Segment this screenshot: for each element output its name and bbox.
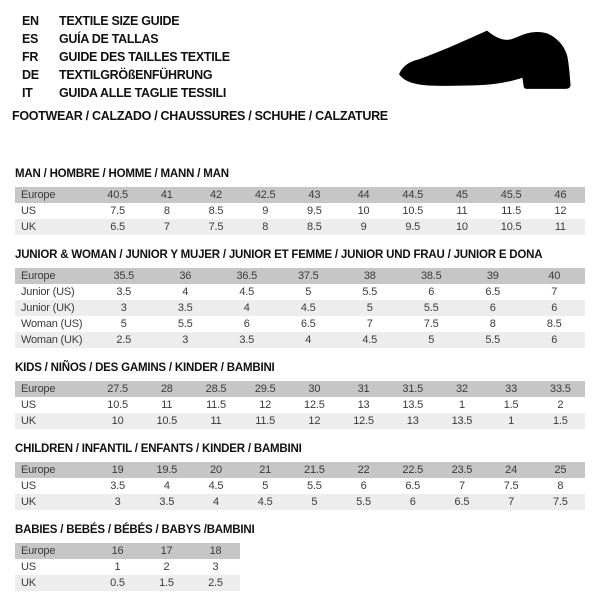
- size-cell: 6: [388, 494, 437, 510]
- row-label: Woman (UK): [15, 332, 93, 348]
- size-cell: 28: [142, 381, 191, 397]
- row-label: Europe: [15, 543, 93, 559]
- size-cell: 1: [437, 397, 486, 413]
- size-cell: 43: [290, 187, 339, 203]
- size-cell: 10: [339, 203, 388, 219]
- table-row: [15, 203, 585, 219]
- size-cell: 40: [524, 268, 586, 284]
- row-label: Woman (US): [15, 316, 93, 332]
- shoe-icon: [398, 30, 572, 92]
- size-cell: 33.5: [536, 381, 585, 397]
- size-cell: 38: [339, 268, 401, 284]
- size-cell: 37.5: [278, 268, 340, 284]
- size-cell: 6: [462, 300, 524, 316]
- size-cell: 22: [339, 462, 388, 478]
- language-row: [22, 12, 600, 30]
- size-cell: 10.5: [388, 203, 437, 219]
- size-cell: 4: [216, 300, 278, 316]
- size-cell: 10: [93, 413, 142, 429]
- section-title-junior-woman: JUNIOR & WOMAN / JUNIOR Y MUJER / JUNIOR ET FEMME / JUNIOR UND FRAU / JUNIOR E DONA: [15, 249, 543, 261]
- size-cell: 8.5: [524, 316, 586, 332]
- size-cell: 3.5: [155, 300, 217, 316]
- size-cell: 42: [191, 187, 240, 203]
- size-cell: 4.5: [191, 478, 240, 494]
- size-cell: 19.5: [142, 462, 191, 478]
- language-code: DE: [22, 68, 39, 82]
- size-cell: 9: [339, 219, 388, 235]
- size-section-man: [15, 168, 600, 235]
- size-cell: 20: [191, 462, 240, 478]
- row-label: US: [15, 397, 93, 413]
- size-cell: 9.5: [290, 203, 339, 219]
- size-cell: 5.5: [155, 316, 217, 332]
- size-cell: 5: [401, 332, 463, 348]
- size-cell: 6.5: [388, 478, 437, 494]
- size-cell: 1: [487, 413, 536, 429]
- row-label: UK: [15, 413, 93, 429]
- size-cell: 4.5: [216, 284, 278, 300]
- size-cell: 3.5: [216, 332, 278, 348]
- size-cell: 6.5: [278, 316, 340, 332]
- size-cell: 10: [437, 219, 486, 235]
- table-row: [15, 543, 240, 559]
- size-cell: 8: [536, 478, 585, 494]
- header: [0, 0, 600, 123]
- table-row: [15, 284, 585, 300]
- size-cell: 3.5: [93, 478, 142, 494]
- size-cell: 44.5: [388, 187, 437, 203]
- size-cell: 11.5: [241, 413, 290, 429]
- size-cell: 7: [339, 316, 401, 332]
- size-cell: 8.5: [290, 219, 339, 235]
- section-title-children: CHILDREN / INFANTIL / ENFANTS / KINDER / BAMBINI: [15, 443, 302, 455]
- size-cell: 11: [142, 397, 191, 413]
- size-cell: 18: [191, 543, 240, 559]
- size-cell: 45: [437, 187, 486, 203]
- size-cell: 21: [241, 462, 290, 478]
- size-cell: 3: [191, 559, 240, 575]
- size-cell: 2.5: [93, 332, 155, 348]
- size-cell: 3.5: [93, 284, 155, 300]
- size-section-babies: [15, 524, 600, 591]
- size-cell: 5: [339, 300, 401, 316]
- size-cell: 5.5: [462, 332, 524, 348]
- size-section-kids: [15, 362, 600, 429]
- language-title: TEXTILE SIZE GUIDE: [59, 14, 180, 28]
- size-cell: 33: [487, 381, 536, 397]
- size-cell: 32: [437, 381, 486, 397]
- size-cell: 4.5: [278, 300, 340, 316]
- size-cell: 4.5: [241, 494, 290, 510]
- size-cell: 3: [93, 494, 142, 510]
- size-cell: 31.5: [388, 381, 437, 397]
- table-row: [15, 300, 585, 316]
- size-cell: 24: [487, 462, 536, 478]
- size-cell: 25: [536, 462, 585, 478]
- table-row: [15, 575, 240, 591]
- size-cell: 45.5: [487, 187, 536, 203]
- size-cell: 19: [93, 462, 142, 478]
- size-cell: 9: [241, 203, 290, 219]
- row-label: UK: [15, 575, 93, 591]
- language-title: GUIDE DES TAILLES TEXTILE: [59, 50, 230, 64]
- size-cell: 4: [191, 494, 240, 510]
- size-cell: 13.5: [388, 397, 437, 413]
- size-cell: 5.5: [401, 300, 463, 316]
- language-code: EN: [22, 14, 39, 28]
- section-title-kids: KIDS / NIÑOS / DES GAMINS / KINDER / BAMBINI: [15, 362, 275, 374]
- size-table-children: [15, 462, 585, 510]
- size-cell: 27.5: [93, 381, 142, 397]
- size-cell: 5.5: [339, 284, 401, 300]
- language-title: TEXTILGRÖßENFÜHRUNG: [59, 68, 213, 82]
- size-cell: 6: [216, 316, 278, 332]
- size-cell: 4: [278, 332, 340, 348]
- size-cell: 7.5: [401, 316, 463, 332]
- language-title: GUIDA ALLE TAGLIE TESSILI: [59, 86, 227, 100]
- size-cell: 36: [155, 268, 217, 284]
- table-row: [15, 397, 585, 413]
- size-cell: 5: [290, 494, 339, 510]
- size-cell: 12.5: [290, 397, 339, 413]
- size-cell: 11: [437, 203, 486, 219]
- size-cell: 30: [290, 381, 339, 397]
- size-cell: 5.5: [290, 478, 339, 494]
- size-cell: 3.5: [142, 494, 191, 510]
- size-cell: 7: [437, 478, 486, 494]
- size-cell: 28.5: [191, 381, 240, 397]
- size-cell: 16: [93, 543, 142, 559]
- language-code: FR: [22, 50, 39, 64]
- table-row: [15, 559, 240, 575]
- size-cell: 7.5: [191, 219, 240, 235]
- table-row: [15, 187, 585, 203]
- size-cell: 4.5: [339, 332, 401, 348]
- size-cell: 1.5: [487, 397, 536, 413]
- size-cell: 5: [278, 284, 340, 300]
- size-cell: 23.5: [437, 462, 486, 478]
- size-cell: 1: [93, 559, 142, 575]
- size-table-kids: [15, 381, 585, 429]
- size-cell: 7: [142, 219, 191, 235]
- size-table-man: [15, 187, 585, 235]
- table-row: [15, 332, 585, 348]
- size-cell: 9.5: [388, 219, 437, 235]
- size-cell: 6.5: [462, 284, 524, 300]
- table-row: [15, 413, 585, 429]
- table-row: [15, 381, 585, 397]
- size-cell: 0.5: [93, 575, 142, 591]
- size-cell: 41: [142, 187, 191, 203]
- size-cell: 22.5: [388, 462, 437, 478]
- size-cell: 4: [155, 284, 217, 300]
- size-cell: 8: [142, 203, 191, 219]
- size-cell: 11.5: [487, 203, 536, 219]
- size-cell: 31: [339, 381, 388, 397]
- size-cell: 40.5: [93, 187, 142, 203]
- row-label: UK: [15, 494, 93, 510]
- size-cell: 1.5: [142, 575, 191, 591]
- size-cell: 2: [536, 397, 585, 413]
- table-row: [15, 494, 585, 510]
- row-label: UK: [15, 219, 93, 235]
- size-cell: 46: [536, 187, 585, 203]
- size-cell: 29.5: [241, 381, 290, 397]
- size-section-junior-woman: [15, 249, 600, 348]
- size-cell: 7: [524, 284, 586, 300]
- row-label: Europe: [15, 381, 93, 397]
- size-cell: 12: [290, 413, 339, 429]
- size-cell: 39: [462, 268, 524, 284]
- row-label: Junior (UK): [15, 300, 93, 316]
- category-heading: FOOTWEAR / CALZADO / CHAUSSURES / SCHUHE / CALZATURE: [12, 109, 388, 123]
- row-label: Europe: [15, 187, 93, 203]
- size-cell: 5: [241, 478, 290, 494]
- table-row: [15, 462, 585, 478]
- size-cell: 11.5: [191, 397, 240, 413]
- size-cell: 3: [93, 300, 155, 316]
- row-label: US: [15, 478, 93, 494]
- section-title-babies: BABIES / BEBÉS / BÉBÉS / BABYS /BAMBINI: [15, 524, 255, 536]
- size-cell: 7.5: [487, 478, 536, 494]
- size-cell: 10.5: [93, 397, 142, 413]
- size-cell: 8: [462, 316, 524, 332]
- size-cell: 7: [487, 494, 536, 510]
- row-label: Europe: [15, 462, 93, 478]
- size-table-babies: [15, 543, 240, 591]
- table-row: [15, 268, 585, 284]
- size-cell: 38.5: [401, 268, 463, 284]
- size-cell: 12: [536, 203, 585, 219]
- size-cell: 21.5: [290, 462, 339, 478]
- size-cell: 13: [388, 413, 437, 429]
- row-label: Junior (US): [15, 284, 93, 300]
- size-cell: 6.5: [437, 494, 486, 510]
- size-cell: 5: [93, 316, 155, 332]
- size-cell: 2: [142, 559, 191, 575]
- size-cell: 6: [524, 332, 586, 348]
- size-cell: 42.5: [241, 187, 290, 203]
- size-cell: 5.5: [339, 494, 388, 510]
- size-table-junior-woman: [15, 268, 585, 348]
- size-cell: 7.5: [93, 203, 142, 219]
- size-cell: 13.5: [437, 413, 486, 429]
- size-cell: 17: [142, 543, 191, 559]
- size-cell: 7.5: [536, 494, 585, 510]
- row-label: US: [15, 559, 93, 575]
- size-cell: 36.5: [216, 268, 278, 284]
- size-section-children: [15, 443, 600, 510]
- size-cell: 6: [401, 284, 463, 300]
- size-cell: 11: [191, 413, 240, 429]
- size-cell: 12: [241, 397, 290, 413]
- row-label: Europe: [15, 268, 93, 284]
- size-cell: 11: [536, 219, 585, 235]
- size-cell: 10.5: [487, 219, 536, 235]
- size-cell: 35.5: [93, 268, 155, 284]
- size-cell: 3: [155, 332, 217, 348]
- table-row: [15, 316, 585, 332]
- size-cell: 8.5: [191, 203, 240, 219]
- size-cell: 13: [339, 397, 388, 413]
- size-cell: 6: [339, 478, 388, 494]
- size-cell: 1.5: [536, 413, 585, 429]
- language-code: IT: [22, 86, 33, 100]
- size-cell: 2.5: [191, 575, 240, 591]
- size-cell: 44: [339, 187, 388, 203]
- size-cell: 6: [524, 300, 586, 316]
- size-cell: 4: [142, 478, 191, 494]
- size-cell: 8: [241, 219, 290, 235]
- table-row: [15, 219, 585, 235]
- section-title-man: MAN / HOMBRE / HOMME / MANN / MAN: [15, 168, 229, 180]
- table-row: [15, 478, 585, 494]
- size-cell: 6.5: [93, 219, 142, 235]
- language-code: ES: [22, 32, 39, 46]
- size-cell: 10.5: [142, 413, 191, 429]
- language-title: GUÍA DE TALLAS: [59, 32, 159, 46]
- row-label: US: [15, 203, 93, 219]
- size-cell: 12.5: [339, 413, 388, 429]
- size-tables: [0, 168, 600, 591]
